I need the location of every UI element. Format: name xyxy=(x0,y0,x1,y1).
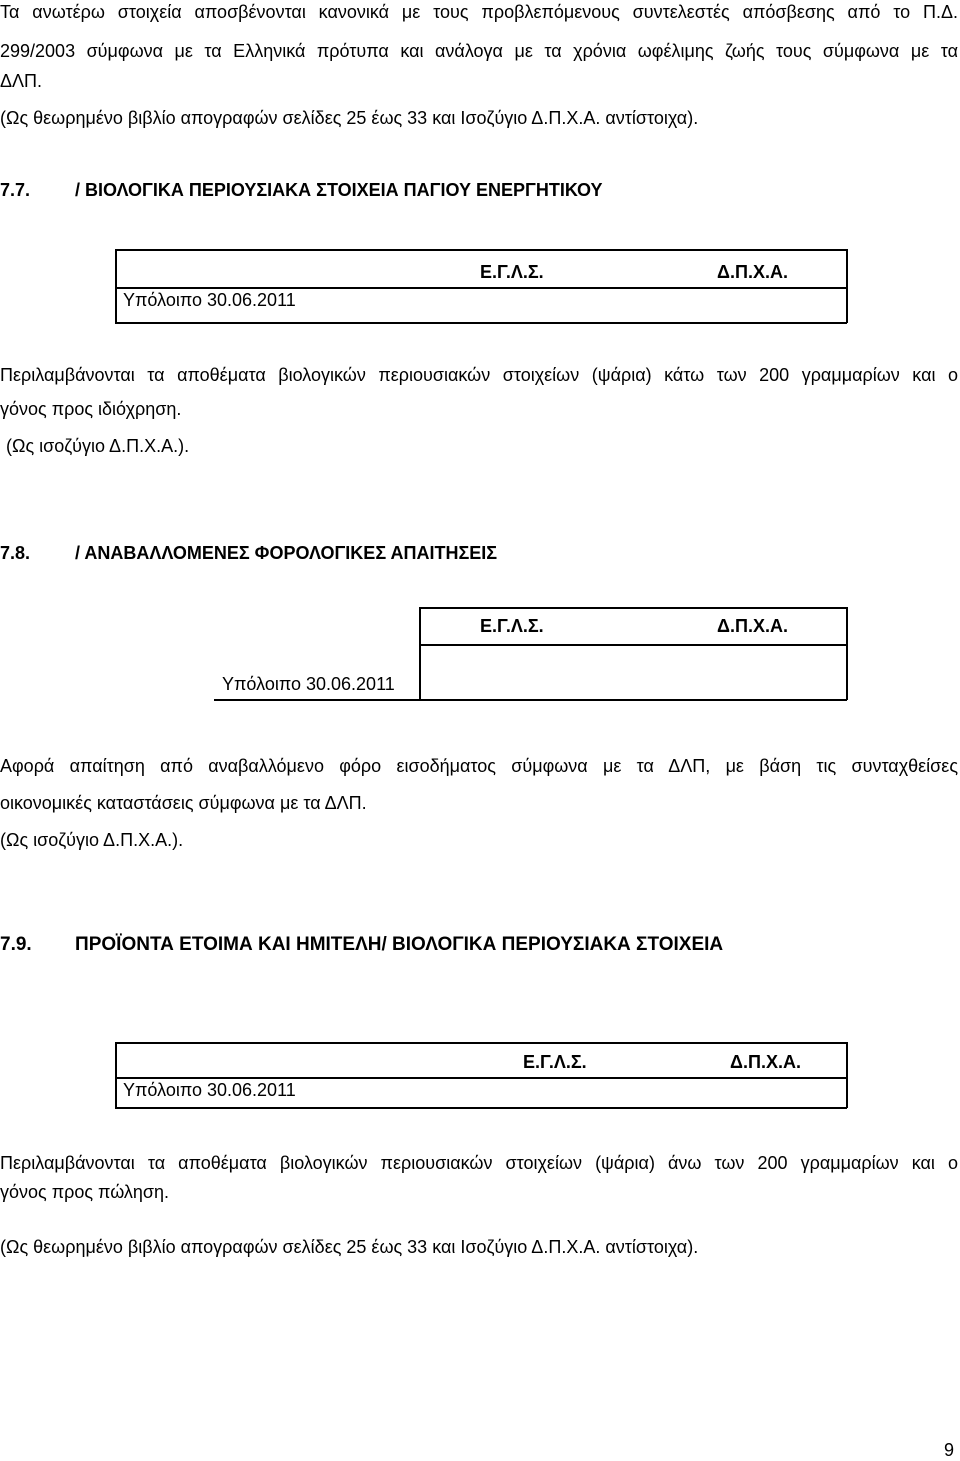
section-title: / ΑΝΑΒΑΛΛΟΜΕΝΕΣ ΦΟΡΟΛΟΓΙΚΕΣ ΑΠΑΙΤΗΣΕΙΣ xyxy=(75,543,498,563)
intro-line-2: 299/2003 σύμφωνα με τα Ελληνικά πρότυπα και ανάλογα με τα χρόνια ωφέλιμης ζωής τους σύμφωνα με τα xyxy=(0,41,958,61)
section-7-8-text-3: (Ως ισοζύγιο Δ.Π.Χ.Α.). xyxy=(0,830,184,850)
section-number: 7.8. xyxy=(0,543,31,563)
col-dpxa-header: Δ.Π.Χ.Α. xyxy=(717,616,788,636)
section-number: 7.7. xyxy=(0,180,31,200)
section-title: ΠΡΟΪΟΝΤΑ ΕΤΟΙΜΑ ΚΑΙ ΗΜΙΤΕΛΗ/ ΒΙΟΛΟΓΙΚΑ ΠΕΡΙΟΥΣΙΑΚΑ ΣΤΟΙΧΕΙΑ xyxy=(75,934,724,955)
section-7-9-text-3: (Ως θεωρημένο βιβλίο απογραφών σελίδες 25 έως 33 και Ισοζύγιο Δ.Π.Χ.Α. αντίστοιχα). xyxy=(0,1237,699,1257)
section-7-7-heading xyxy=(0,179,603,201)
col-dpxa-header: Δ.Π.Χ.Α. xyxy=(717,262,788,282)
section-7-8-text-1: Αφορά απαίτηση από αναβαλλόμενο φόρο εισοδήματος σύμφωνα με τα ΔΛΠ, με βάση τις συνταχθείσες xyxy=(0,756,958,776)
section-7-7-text-2: γόνος προς ιδιόχρηση. xyxy=(0,399,182,419)
col-dpxa-header: Δ.Π.Χ.Α. xyxy=(730,1052,801,1072)
section-7-9-heading xyxy=(0,934,723,956)
intro-line-4: (Ως θεωρημένο βιβλίο απογραφών σελίδες 25 έως 33 και Ισοζύγιο Δ.Π.Χ.Α. αντίστοιχα). xyxy=(0,108,699,128)
intro-line-3: ΔΛΠ. xyxy=(0,71,43,91)
section-7-8-text-2: οικονομικές καταστάσεις σύμφωνα με τα ΔΛΠ. xyxy=(0,793,367,813)
section-7-9-text-2: γόνος προς πώληση. xyxy=(0,1182,170,1202)
section-7-8-heading xyxy=(0,542,497,564)
col-egls-header: Ε.Γ.Λ.Σ. xyxy=(480,262,544,282)
col-egls-header: Ε.Γ.Λ.Σ. xyxy=(523,1052,587,1072)
section-number: 7.9. xyxy=(0,934,32,955)
section-7-7-text-1: Περιλαμβάνονται τα αποθέματα βιολογικών περιουσιακών στοιχείων (ψάρια) κάτω των 200 γραμμαρίων και ο xyxy=(0,365,958,385)
page-number: 9 xyxy=(943,1440,954,1460)
section-title: / ΒΙΟΛΟΓΙΚΑ ΠΕΡΙΟΥΣΙΑΚΑ ΣΤΟΙΧΕΙΑ ΠΑΓΙΟΥ ΕΝΕΡΓΗΤΙΚΟΥ xyxy=(75,180,603,200)
row-label: Υπόλοιπο 30.06.2011 xyxy=(222,674,395,694)
col-egls-header: Ε.Γ.Λ.Σ. xyxy=(480,616,544,636)
intro-line-1: Τα ανωτέρω στοιχεία αποσβένονται κανονικά με τους προβλεπόμενους συντελεστές απόσβεσης από το Π.Δ. xyxy=(0,2,958,22)
section-7-9-text-1: Περιλαμβάνονται τα αποθέματα βιολογικών περιουσιακών στοιχείων (ψάρια) άνω των 200 γραμμαρίων και ο xyxy=(0,1153,958,1173)
row-label: Υπόλοιπο 30.06.2011 xyxy=(123,290,296,310)
section-7-7-text-3: (Ως ισοζύγιο Δ.Π.Χ.Α.). xyxy=(6,436,190,456)
row-label: Υπόλοιπο 30.06.2011 xyxy=(123,1080,296,1100)
